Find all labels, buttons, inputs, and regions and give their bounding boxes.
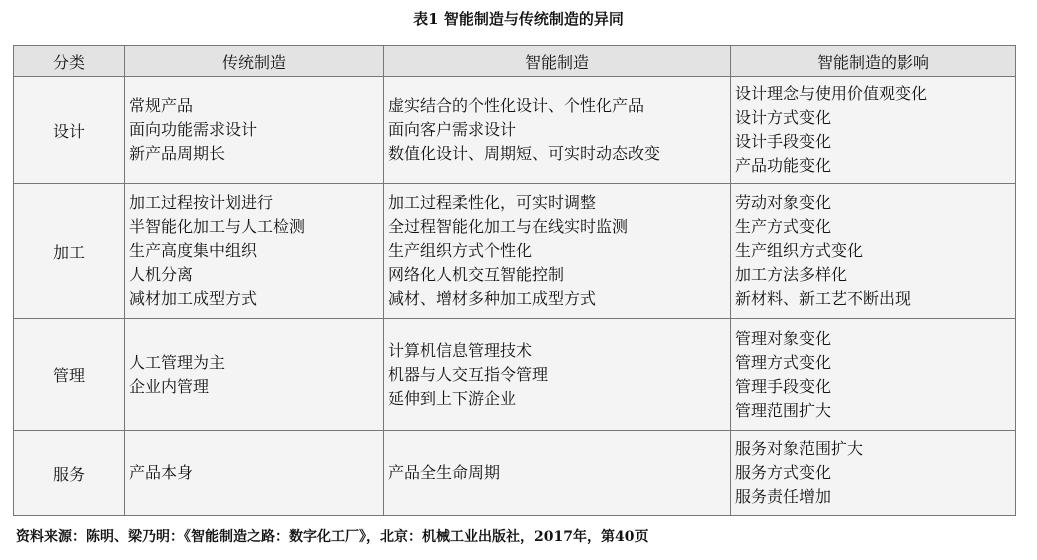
traditional-cell [125,184,384,319]
cell-line: 加工过程柔性化，可实时调整 [388,193,597,212]
impact-cell [731,77,1016,184]
cell-line: 产品功能变化 [735,156,832,175]
cell-line: 产品本身 [129,463,194,482]
category-cell: 设计 [14,77,125,184]
cell-line: 生产方式变化 [735,217,832,236]
cell-line: 人机分离 [129,265,194,284]
cell-line: 减材加工成型方式 [129,289,258,308]
cell-line: 网络化人机交互智能控制 [388,265,565,284]
impact-cell [731,319,1016,431]
cell-line: 管理手段变化 [735,376,832,396]
category-cell: 服务 [14,431,125,516]
table-title: 表1 智能制造与传统制造的异同 [413,10,624,28]
cell-line: 服务对象范围扩大 [735,439,864,458]
smart-cell [384,431,731,516]
cell-line: 延伸到上下游企业 [388,388,517,408]
cell-line: 产品全生命周期 [388,463,501,482]
cell-line: 管理范围扩大 [735,400,832,420]
cell-line: 劳动对象变化 [735,193,832,212]
cell-line: 企业内管理 [129,376,210,396]
traditional-cell [125,431,384,516]
smart-cell [384,77,731,184]
cell-line: 半智能化加工与人工检测 [129,217,306,236]
header-impact: 智能制造的影响 [731,46,1016,77]
header-category: 分类 [14,46,125,77]
cell-line: 常规产品 [129,96,194,115]
cell-line: 数值化设计、周期短、可实时动态改变 [388,144,661,163]
table-row [14,77,1016,184]
source-note: 资料来源：陈明、梁乃明：《智能制造之路：数字化工厂》，北京：机械工业出版社，2017年，第40页 [16,529,649,545]
header-row [14,46,1016,77]
cell-line: 新产品周期长 [129,144,226,163]
cell-line: 设计手段变化 [735,132,832,151]
cell-line: 设计方式变化 [735,108,832,127]
cell-line: 设计理念与使用价值观变化 [735,84,928,103]
cell-line: 加工方法多样化 [735,265,848,284]
cell-line: 机器与人交互指令管理 [388,364,549,384]
cell-line: 服务责任增加 [735,487,832,506]
cell-line: 管理方式变化 [735,352,832,372]
cell-line: 面向客户需求设计 [388,120,517,139]
cell-line: 生产组织方式个性化 [388,241,533,260]
cell-line: 全过程智能化加工与在线实时监测 [388,217,629,236]
table-row [14,431,1016,516]
impact-cell [731,184,1016,319]
cell-line: 计算机信息管理技术 [388,340,533,360]
category-cell: 加工 [14,184,125,319]
cell-line: 新材料、新工艺不断出现 [735,289,912,308]
table-row [14,319,1016,431]
header-smart: 智能制造 [384,46,731,77]
header-traditional: 传统制造 [125,46,384,77]
cell-line: 人工管理为主 [129,352,226,372]
cell-line: 生产高度集中组织 [129,241,258,260]
cell-line: 服务方式变化 [735,463,832,482]
cell-line: 面向功能需求设计 [129,120,258,139]
traditional-cell [125,77,384,184]
traditional-cell [125,319,384,431]
cell-line: 虚实结合的个性化设计、个性化产品 [388,96,645,115]
smart-cell [384,184,731,319]
category-cell: 管理 [14,319,125,431]
cell-line: 管理对象变化 [735,328,832,348]
impact-cell [731,431,1016,516]
smart-cell [384,319,731,431]
comparison-table [13,45,1016,516]
cell-line: 加工过程按计划进行 [129,193,274,212]
table-row [14,184,1016,319]
cell-line: 生产组织方式变化 [735,241,864,260]
cell-line: 减材、增材多种加工成型方式 [388,289,597,308]
